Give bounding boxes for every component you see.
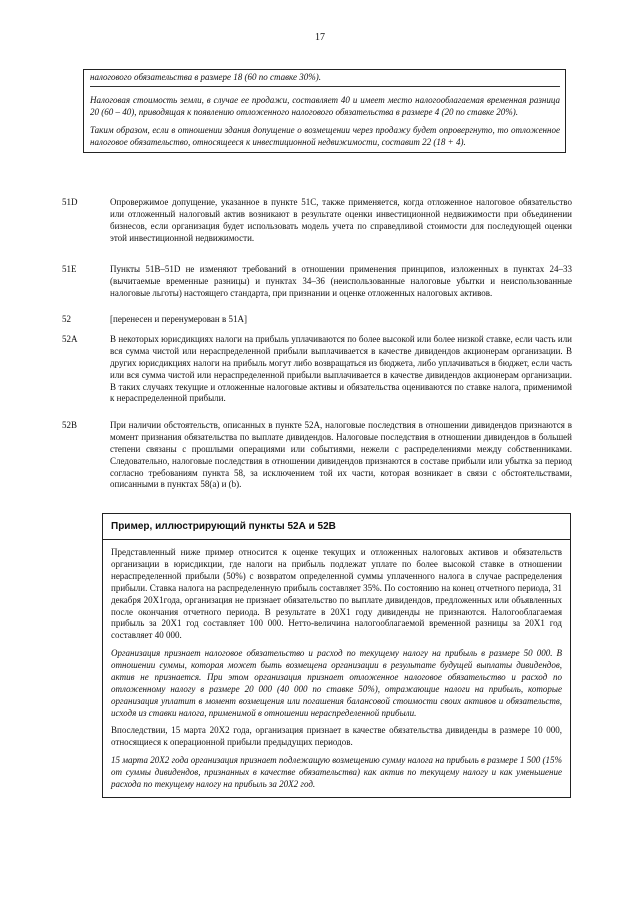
paragraph-51d — [62, 197, 572, 245]
paragraph-number: 52A — [62, 334, 78, 344]
example-paragraph: Впоследствии, 15 марта 20Х2 года, организация признает в качестве обязательства дивиденды в размере 10 000, относящиеся к операционной прибыли предыдущих периодов. — [111, 725, 562, 748]
paragraph-number: 51E — [62, 264, 77, 274]
box-paragraph: Таким образом, если в отношении здания допущение о возмещении через продажу будет опровергнуто, то отложенное налоговое обязательство, относящееся к инвестиционной недвижимости, составит 22 (18 + 4). — [90, 124, 560, 147]
paragraph-text: Пункты 51В–51D не изменяют требований в отношении применения принципов, изложенных в пунктах 24–33 (вычитаемые временные разницы) и пунктах 34–36 (неиспользованные налоговые убытки и неиспользованные налоговые льготы) настоящего стандарта, при признании и оценке отложенных налоговых активов. — [110, 264, 572, 298]
example-paragraph: 15 марта 20Х2 года организация признает подлежащую возмещению сумму налога на прибыль в размере 1 500 (15% от суммы дивидендов, признанных в качестве обязательства) как актив по текущему налогу и как уменьшение расхода по текущему налогу на прибыль за 20Х2 год. — [111, 755, 562, 789]
paragraph-text: [перенесен и перенумерован в 51А] — [110, 314, 247, 324]
box-paragraph: Налоговая стоимость земли, в случае ее продажи, составляет 40 и имеет место налогооблагаемая временная разница 20 (60 – 40), приводящая к появлению отложенного налогового обязательства в размере 4 (20 по ставке 20%). — [90, 94, 560, 117]
paragraph-text: Опровержимое допущение, указанное в пункте 51С, также применяется, когда отложенное налоговое обязательство или отложенный налоговый актив возникают в результате оценки инвестиционной недвижимости при объединении бизнесов, если организация будет использовать модель учета по справедливой стоимости для последующей оценки этой инвестиционной недвижимости. — [110, 197, 572, 243]
paragraph-51e — [62, 264, 572, 300]
paragraph-text: В некоторых юрисдикциях налоги на прибыль уплачиваются по более высокой или более низкой ставке, если часть или вся сумма чистой или нераспределенной прибыли выплачивается в качестве дивидендов акционерам организации. В других юрисдикциях налоги на прибыль могут либо возвращаться из бюджета, либо уплачиваться в бюджет, если часть или вся сумма чистой или нераспределенной прибыли выплачивается в качестве дивидендов акционерам организации. В таких случаях текущие и отложенные налоговые активы и обязательства оцениваются по ставке налога, применимой к нераспределенной прибыли. — [110, 334, 572, 404]
example-box — [102, 513, 571, 798]
paragraph-52a — [62, 334, 572, 405]
example-title: Пример, иллюстрирующий пункты 52А и 52В — [103, 514, 570, 540]
paragraph-number: 52B — [62, 420, 78, 430]
example-continuation-box — [83, 69, 566, 153]
example-paragraph: Представленный ниже пример относится к оценке текущих и отложенных налоговых активов и обязательств организации в юрисдикции, где налоги на прибыль подлежат уплате по более высокой ставке в отношении нераспределенной прибыли (50%) с возвратом определенной суммы уплаченного налога в случае распределения прибыли. Ставка налога на распределенную прибыль составляет 35%. По состоянию на конец отчетного периода, 31 декабря 20Х1года, организация не признает обязательство по выплате дивидендов, предложенных или объявленных после окончания отчетного периода. В результате в 20Х1 году дивиденды не признаются. Налогооблагаемая прибыль за 20Х1 год составляет 100 000. Нетто-величина налогооблагаемой временной разницы за 20Х1 год составляет 40 000. — [111, 547, 562, 641]
paragraph-52b — [62, 420, 572, 491]
page-number: 17 — [315, 32, 325, 43]
example-body — [103, 540, 570, 797]
example-paragraph: Организация признает налоговое обязательство и расход по текущему налогу на прибыль в размере 50 000. В отношении суммы, которая может быть возмещена организации в результате будущей выплаты дивидендов, актив не признается. При этом организация признает отложенное налоговое обязательство и расход по отложенному налогу в размере 20 000 (40 000 по ставке 50%), отражающие налоги на прибыль, которые организация уплатит в момент возмещения или погашения балансовой стоимости своих активов и обязательств, исходя из ставки налога, применимой в отношении нераспределенной прибыли. — [111, 648, 562, 718]
paragraph-text: При наличии обстоятельств, описанных в пункте 52А, налоговые последствия в отношении дивидендов признаются в момент признания обязательства по выплате дивидендов. Налоговые последствия в отношении дивидендов в большей степени связаны с прошлыми операциями или событиями, нежели с распределениями между собственниками. Следовательно, налоговые последствия в отношении дивидендов признаются в составе прибыли или убытка за период согласно требованиям пункта 58, за исключением той их части, которая возникает в связи с обстоятельствами, описанными в пунктах 58(а) и (b). — [110, 420, 572, 490]
box-paragraph: налогового обязательства в размере 18 (60 по ставке 30%). — [90, 72, 560, 87]
paragraph-number: 51D — [62, 197, 78, 207]
paragraph-52 — [62, 314, 572, 326]
paragraph-number: 52 — [62, 314, 71, 324]
